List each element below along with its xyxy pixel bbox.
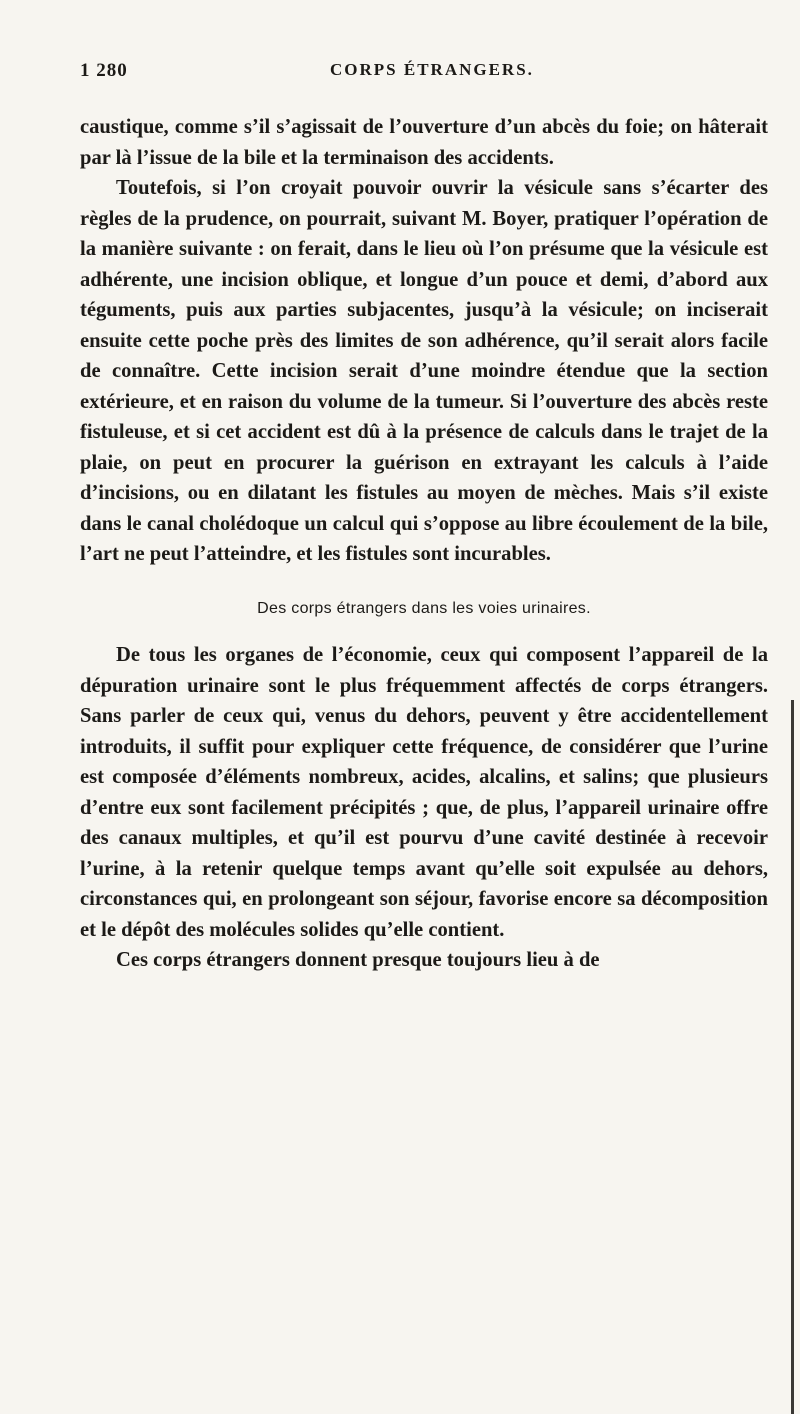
paragraph: Ces corps étrangers donnent presque toujours lieu à de	[116, 949, 600, 971]
paragraph: caustique, comme s’il s’agissait de l’ouverture d’un abcès du foie; on hâterait par là l’issue de la bile et la terminaison des accidents.	[80, 116, 768, 169]
paragraph: Toutefois, si l’on croyait pouvoir ouvrir la vésicule sans s’écarter des règles de la prudence, on pourrait, suivant M. Boyer, pratiquer l’opération de la manière suivante : on ferait, dans le lieu où l’on présume que la vésicule est adhérente, une incision oblique, et longue d’un pouce et demi, d’abord aux téguments, puis aux parties subjacentes, jusqu’à la vésicule; on inciserait ensuite cette poche près des limites de son adhérence, qu’il serait alors facile de connaître. Cette incision serait d’une moindre étendue que la section extérieure, et en raison du volume de la tumeur. Si l’ouverture des abcès reste fistuleuse, et si cet accident est dû à la présence de calculs dans le trajet de la plaie, on peut en procurer la guérison en extrayant les calculs à l’aide d’incisions, ou en dilatant les fistules au moyen de mèches. Mais s’il existe dans le canal cholédoque un calcul qui s’oppose au libre écoulement de la bile, l’art ne peut l’atteindre, et les fistules sont incurables.	[80, 177, 768, 565]
section-heading: Des corps étrangers dans les voies urinaires.	[257, 599, 591, 617]
page-number: 1 280	[80, 60, 128, 81]
paragraph: De tous les organes de l’économie, ceux qui composent l’appareil de la dépuration urinaire sont le plus fréquemment affectés de corps étrangers. Sans parler de ceux qui, venus du dehors, peuvent y être accidentellement introduits, il suffit pour expliquer cette fréquence, de considérer que l’urine est composée d’éléments nombreux, acides, alcalins, et salins; que plusieurs d’entre eux sont facilement précipités ; que, de plus, l’appareil urinaire offre des canaux multiples, et qu’il est pourvu d’une cavité destinée à recevoir l’urine, à la retenir quelque temps avant qu’elle soit expulsée au dehors, circonstances qui, en prolongeant son séjour, favorise encore sa décomposition et le dépôt des molécules solides qu’elle contient.	[80, 644, 768, 941]
body-text-top	[80, 112, 768, 976]
page-edge-shadow	[791, 700, 794, 1414]
running-head: CORPS ÉTRANGERS.	[330, 60, 534, 79]
page-header	[80, 60, 760, 90]
